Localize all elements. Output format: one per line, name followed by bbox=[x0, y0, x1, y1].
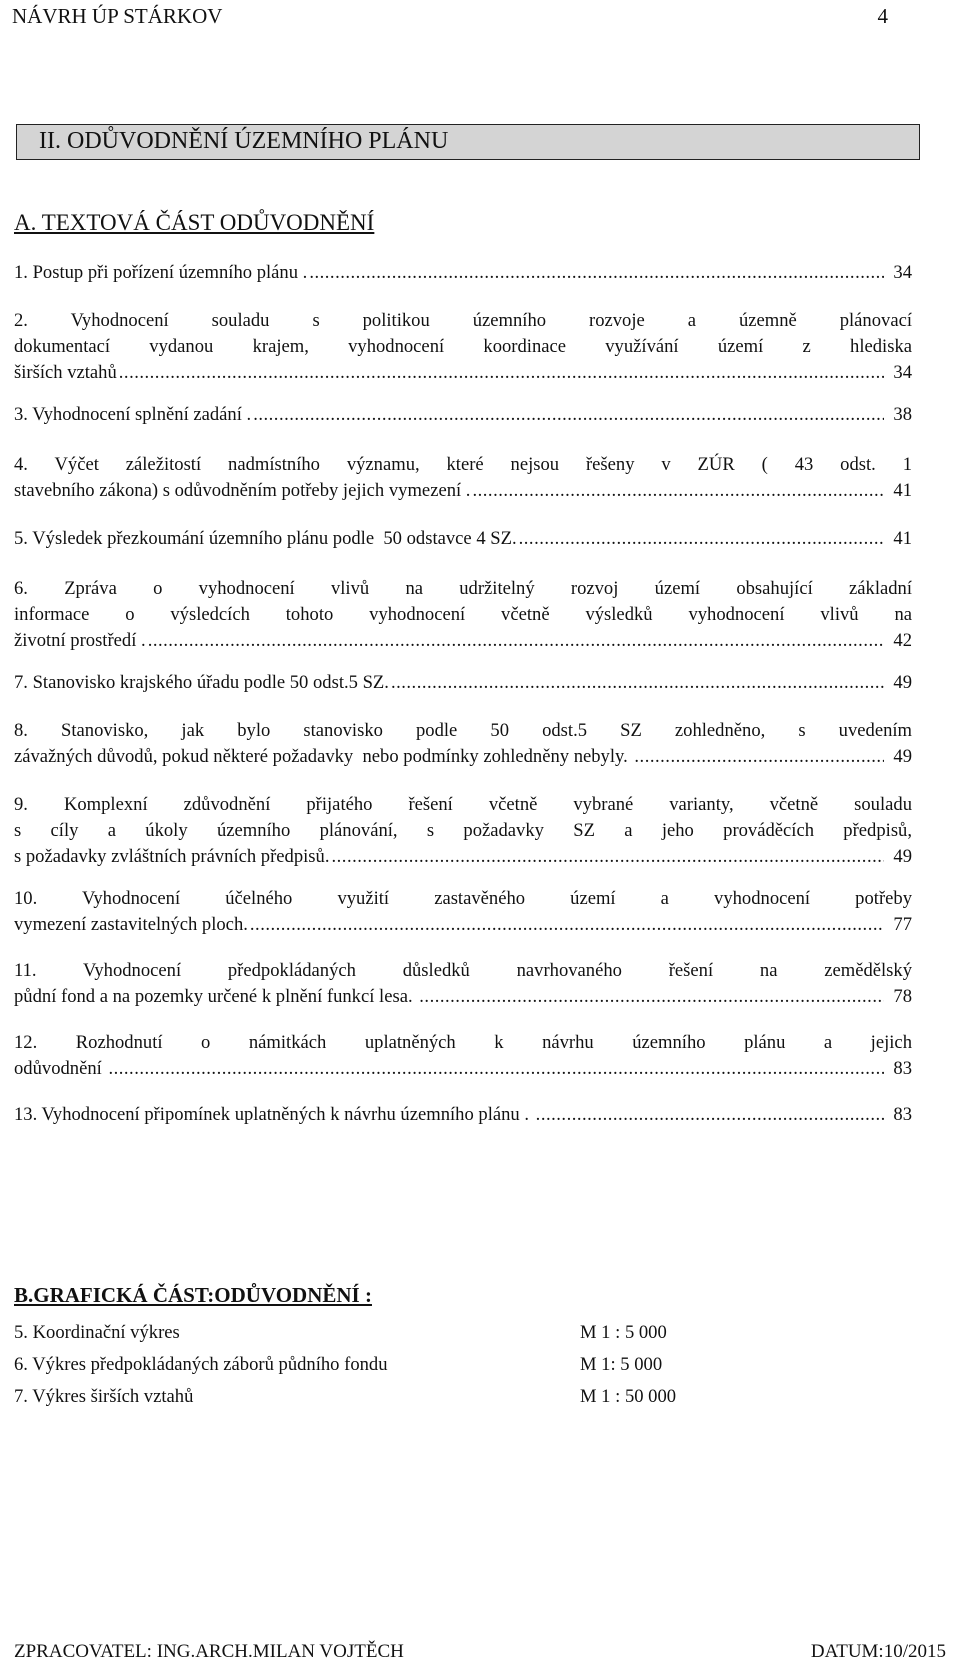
toc-entry-text-line: 12. Rozhodnutí o námitkách uplatněných k návrhu územního plánu a jejich bbox=[14, 1032, 912, 1053]
toc-entry[interactable] bbox=[14, 576, 912, 654]
toc-entry-text: vymezení zastavitelných ploch. bbox=[14, 914, 248, 935]
toc-dot-leader bbox=[634, 744, 884, 770]
toc-entry-last-line bbox=[14, 478, 912, 504]
toc-entry[interactable] bbox=[14, 670, 912, 696]
toc-entry-text-line: 6. Zpráva o vyhodnocení vlivů na udržitelný rozvoj území obsahující základní bbox=[14, 578, 912, 599]
toc-entry-text: 1. Postup při pořízení územního plánu . bbox=[14, 262, 308, 283]
toc-entry-text: životní prostředí . bbox=[14, 630, 146, 651]
toc-entry-text: závažných důvodů, pokud některé požadavky nebo podmínky zohledněny nebyly. bbox=[14, 746, 633, 767]
toc-entry[interactable] bbox=[14, 260, 912, 286]
toc-dot-leader bbox=[332, 844, 885, 870]
toc-entry-text-line: informace o výsledcích tohoto vyhodnocení včetně výsledků vyhodnocení vlivů na bbox=[14, 604, 912, 625]
toc-dot-leader bbox=[250, 912, 884, 938]
toc-entry-text: 13. Vyhodnocení připomínek uplatněných k návrhu územního plánu . bbox=[14, 1104, 534, 1125]
toc-entry-last-line bbox=[14, 628, 912, 654]
toc-entry-last-line bbox=[14, 670, 912, 696]
toc-entry-last-line bbox=[14, 402, 912, 428]
toc-page-number: 34 bbox=[893, 262, 912, 283]
toc-entry[interactable] bbox=[14, 718, 912, 770]
page-footer bbox=[14, 1641, 946, 1663]
toc-page-number: 41 bbox=[893, 528, 912, 549]
toc-entry-last-line bbox=[14, 744, 912, 770]
toc-dot-leader bbox=[148, 628, 884, 654]
toc-entry[interactable] bbox=[14, 452, 912, 504]
toc-entry-text-line: s cíly a úkoly územního plánování, s požadavky SZ a jeho prováděcích předpisů, bbox=[14, 820, 912, 841]
toc-entry[interactable] bbox=[14, 308, 912, 386]
graphic-item-label: 5. Koordinační výkres bbox=[14, 1322, 180, 1343]
toc-entry-text-line: 10. Vyhodnocení účelného využití zastavěného území a vyhodnocení potřeby bbox=[14, 888, 912, 909]
toc-dot-leader bbox=[108, 1056, 884, 1082]
toc-page-number: 78 bbox=[893, 986, 912, 1007]
toc-page-number: 42 bbox=[893, 630, 912, 651]
toc-entry-last-line bbox=[14, 360, 912, 386]
toc-entry-text: odůvodnění bbox=[14, 1058, 107, 1079]
toc-dot-leader bbox=[419, 984, 884, 1010]
toc-entry-last-line bbox=[14, 526, 912, 552]
toc-dot-leader bbox=[472, 478, 884, 504]
toc-entry-last-line bbox=[14, 1056, 912, 1082]
toc-page-number: 83 bbox=[893, 1104, 912, 1125]
toc-dot-leader bbox=[519, 526, 884, 552]
toc-page-number: 38 bbox=[893, 404, 912, 425]
section-title-box bbox=[16, 124, 920, 160]
toc-entry-last-line bbox=[14, 984, 912, 1010]
graphic-item-scale: M 1 : 5 000 bbox=[580, 1322, 667, 1343]
toc-entry-text: stavebního zákona) s odůvodněním potřeby jejich vymezení . bbox=[14, 480, 471, 501]
graphic-item-label: 7. Výkres širších vztahů bbox=[14, 1386, 194, 1407]
part-a-title: A. TEXTOVÁ ČÁST ODŮVODNĚNÍ bbox=[14, 210, 375, 235]
header-title: NÁVRH ÚP STÁRKOV bbox=[12, 4, 223, 28]
graphic-item-label: 6. Výkres předpokládaných záborů půdního fondu bbox=[14, 1354, 388, 1375]
toc-dot-leader bbox=[253, 402, 884, 428]
toc-entry[interactable] bbox=[14, 402, 912, 428]
toc-dot-leader bbox=[309, 260, 884, 286]
footer-author: ZPRACOVATEL: ING.ARCH.MILAN VOJTĚCH bbox=[14, 1641, 404, 1662]
toc-entry-text-line: 2. Vyhodnocení souladu s politikou územního rozvoje a územně plánovací bbox=[14, 310, 912, 331]
toc-entry-text-line: 11. Vyhodnocení předpokládaných důsledků navrhovaného řešení na zemědělský bbox=[14, 960, 912, 981]
toc-dot-leader bbox=[536, 1102, 884, 1128]
toc-entry-text-line: 9. Komplexní zdůvodnění přijatého řešení včetně vybrané varianty, včetně souladu bbox=[14, 794, 912, 815]
toc-entry[interactable] bbox=[14, 886, 912, 938]
header-page-number: 4 bbox=[877, 4, 888, 28]
toc-page-number: 49 bbox=[893, 672, 912, 693]
part-b-title: B.GRAFICKÁ ČÁST:ODŮVODNĚNÍ : bbox=[14, 1283, 372, 1307]
graphic-item-scale: M 1: 5 000 bbox=[580, 1354, 663, 1375]
toc-entry-last-line bbox=[14, 844, 912, 870]
toc-entry-text-line: dokumentací vydanou krajem, vyhodnocení koordinace využívání území z hlediska bbox=[14, 336, 912, 357]
toc-page-number: 77 bbox=[893, 914, 912, 935]
toc-dot-leader bbox=[119, 360, 884, 386]
footer-date: DATUM:10/2015 bbox=[810, 1641, 946, 1662]
toc-entry-text: 3. Vyhodnocení splnění zadání . bbox=[14, 404, 252, 425]
toc-entry[interactable] bbox=[14, 958, 912, 1010]
page-header bbox=[12, 4, 948, 29]
graphic-item bbox=[14, 1322, 667, 1344]
toc-entry-last-line bbox=[14, 912, 912, 938]
toc-entry-last-line bbox=[14, 1102, 912, 1128]
toc-entry-text-line: 8. Stanovisko, jak bylo stanovisko podle 50 odst.5 SZ zohledněno, s uvedením bbox=[14, 720, 912, 741]
toc-entry-text: 7. Stanovisko krajského úřadu podle 50 odst.5 SZ. bbox=[14, 672, 389, 693]
toc-entry-last-line bbox=[14, 260, 912, 286]
graphic-item-scale: M 1 : 50 000 bbox=[580, 1386, 677, 1407]
toc-entry[interactable] bbox=[14, 526, 912, 552]
toc-page-number: 49 bbox=[893, 746, 912, 767]
toc-entry-text-line: 4. Výčet záležitostí nadmístního významu, které nejsou řešeny v ZÚR ( 43 odst. 1 bbox=[14, 454, 912, 475]
toc-entry[interactable] bbox=[14, 792, 912, 870]
toc-entry[interactable] bbox=[14, 1102, 912, 1128]
graphic-item bbox=[14, 1386, 677, 1408]
toc-entry-text: širších vztahů bbox=[14, 362, 117, 383]
toc-entry-text: s požadavky zvláštních právních předpisů. bbox=[14, 846, 330, 867]
toc-dot-leader bbox=[391, 670, 884, 696]
toc-page-number: 83 bbox=[893, 1058, 912, 1079]
section-title: II. ODŮVODNĚNÍ ÚZEMNÍHO PLÁNU bbox=[39, 128, 449, 154]
toc-page-number: 49 bbox=[893, 846, 912, 867]
toc-entry[interactable] bbox=[14, 1030, 912, 1082]
toc-entry-text: 5. Výsledek přezkoumání územního plánu podle 50 odstavce 4 SZ. bbox=[14, 528, 517, 549]
toc-page-number: 41 bbox=[893, 480, 912, 501]
toc-entry-text: půdní fond a na pozemky určené k plnění funkcí lesa. bbox=[14, 986, 418, 1007]
toc-page-number: 34 bbox=[893, 362, 912, 383]
graphic-item bbox=[14, 1354, 663, 1376]
